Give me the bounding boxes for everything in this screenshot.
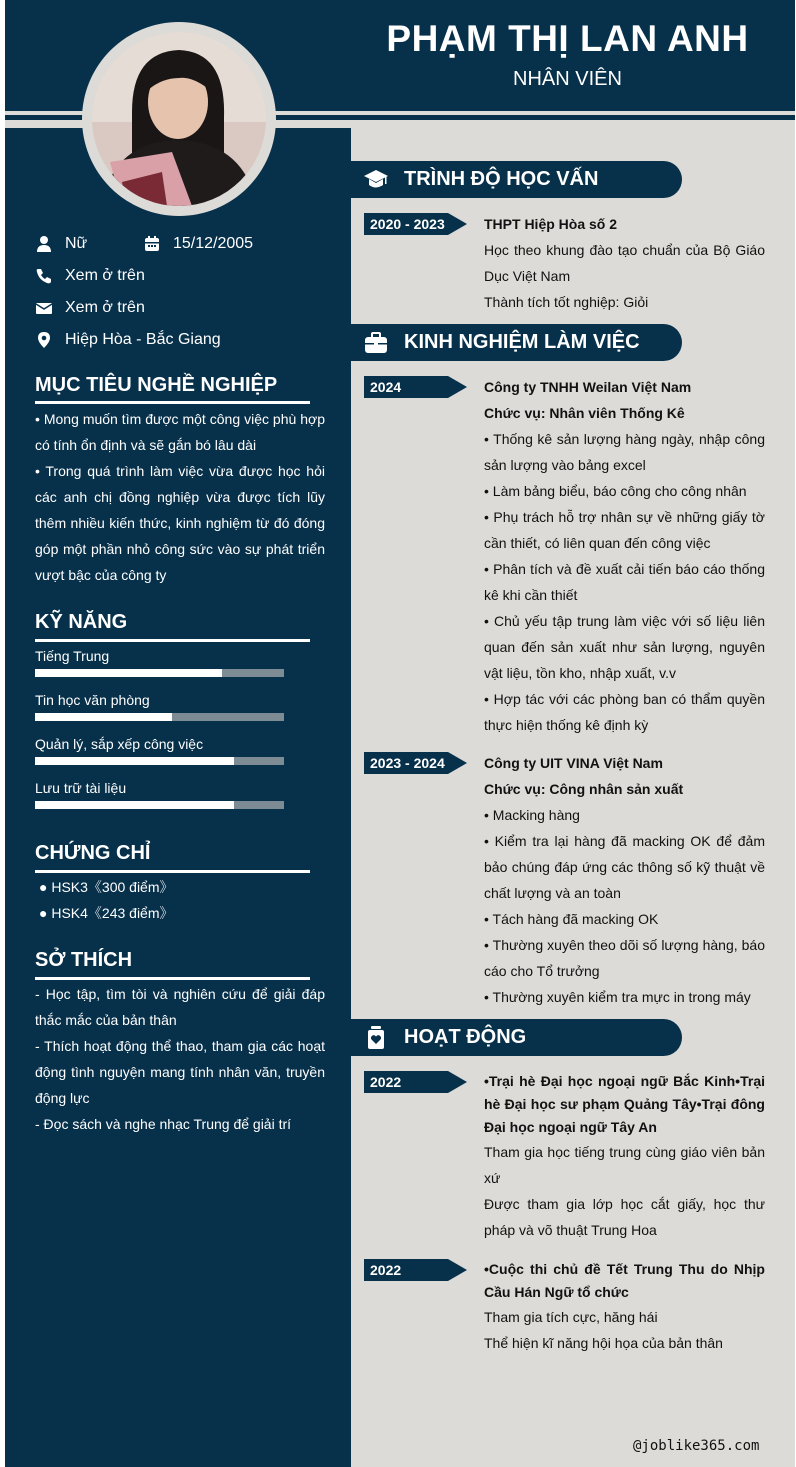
- skills-title: KỸ NĂNG: [35, 611, 128, 633]
- skill-bar: [35, 801, 284, 809]
- activity-line: Tham gia tích cực, hăng hái: [484, 1309, 658, 1325]
- envelope-icon: [35, 299, 53, 317]
- address-row: [35, 329, 315, 351]
- skill-bar: [35, 713, 284, 721]
- certificate-item: ● HSK4《243 điểm》: [39, 905, 174, 921]
- certificates-title: CHỨNG CHỈ: [35, 842, 151, 864]
- experience-entry: [484, 374, 765, 738]
- duty-line: • Chủ yếu tập trung làm việc với số liệu liên quan đến sản xuất như sản lượng, nguyên vật liệu, tồn kho, nhập xuất, v.v: [484, 613, 765, 681]
- activity-date: 2022: [370, 1074, 402, 1090]
- activity-line: Thể hiện kĩ năng hội họa của bản thân: [484, 1335, 723, 1351]
- activity-entry: [484, 1070, 765, 1243]
- map-pin-icon: [35, 331, 53, 349]
- duty-line: • Phân tích và đề xuất cải tiến báo cáo thống kê khi cần thiết: [484, 561, 765, 603]
- skill-label: Quản lý, sắp xếp công việc: [35, 736, 204, 752]
- candidate-name: PHẠM THỊ LAN ANH: [386, 18, 749, 59]
- company-name: Công ty UIT VINA Việt Nam: [484, 755, 663, 771]
- gender-row: [35, 233, 145, 255]
- activity-entry: [484, 1258, 765, 1356]
- hobbies-title: SỞ THÍCH: [35, 949, 133, 971]
- experience-header: [351, 324, 682, 361]
- skill-bar-fill: [35, 669, 222, 677]
- objective-divider: [35, 401, 310, 404]
- briefcase-icon: [363, 330, 389, 356]
- education-line: Học theo khung đào tạo chuẩn của Bộ Giáo Dục Việt Nam: [484, 242, 765, 284]
- education-header: [351, 161, 682, 198]
- activity-heading: •Trại hè Đại học ngoại ngữ Bắc Kinh•Trại hè Đại học sư phạm Quảng Tây•Trại đông Đại học ngoại ngữ Tây An: [484, 1073, 765, 1135]
- certificate-item: ● HSK3《300 điểm》: [39, 879, 174, 895]
- hobby-paragraph: - Học tập, tìm tòi và nghiên cứu để giải đáp thắc mắc của bản thân: [35, 986, 325, 1028]
- duty-line: • Phụ trách hỗ trợ nhân sự về những giấy tờ cần thiết, có liên quan đến công việc: [484, 509, 765, 551]
- duty-line: • Tách hàng đã macking OK: [484, 911, 659, 927]
- objective-text: [35, 406, 325, 588]
- duty-line: • Thường xuyên kiểm tra mực in trong máy: [484, 989, 751, 1005]
- experience-entry: [484, 750, 765, 1010]
- duty-line: • Thường xuyên theo dõi số lượng hàng, báo cáo cho Tổ trưởng: [484, 937, 765, 979]
- avatar: [82, 22, 276, 216]
- job-position: Chức vụ: Công nhân sản xuất: [484, 781, 684, 797]
- cv-page: [5, 0, 795, 1467]
- skill-bar-fill: [35, 713, 172, 721]
- hobbies-text: [35, 981, 325, 1137]
- footer-watermark: @joblike365.com: [633, 1438, 760, 1454]
- address-value: Hiệp Hòa - Bắc Giang: [65, 331, 221, 348]
- activity-date: 2022: [370, 1262, 402, 1278]
- user-icon: [35, 235, 53, 253]
- hobby-paragraph: - Thích hoạt động thể thao, tham gia các hoạt động tình nguyện mang tính nhân văn, truyền động lực: [35, 1038, 325, 1106]
- avatar-photo: [92, 32, 266, 206]
- birthday-value: 15/12/2005: [173, 235, 254, 252]
- phone-value[interactable]: Xem ở trên: [65, 267, 145, 284]
- hobbies-divider: [35, 977, 310, 980]
- duty-line: • Macking hàng: [484, 807, 580, 823]
- phone-row: [35, 265, 315, 287]
- graduation-cap-icon: [363, 167, 389, 193]
- education-title: TRÌNH ĐỘ HỌC VẤN: [404, 168, 599, 190]
- objective-paragraph: • Trong quá trình làm việc vừa được học hỏi các anh chị đồng nghiệp vừa được tích lũy thêm nhiều kiến thức, kinh nghiệm từ đó đóng góp một phần nhỏ công sức vào sự phát triển vượt bậc của công ty: [35, 463, 325, 583]
- skill-label: Lưu trữ tài liệu: [35, 780, 127, 796]
- birthday-row: [143, 233, 303, 255]
- certificates-list: [39, 874, 329, 926]
- duty-line: • Kiểm tra lại hàng đã macking OK để đảm bảo chúng đáp ứng các thông số kỹ thuật về chất lượng và an toàn: [484, 833, 765, 901]
- activity-line: Được tham gia lớp học cắt giấy, học thư pháp và võ thuật Trung Hoa: [484, 1196, 765, 1238]
- experience-date: 2024: [370, 379, 402, 395]
- job-position: Chức vụ: Nhân viên Thống Kê: [484, 405, 685, 421]
- objective-paragraph: • Mong muốn tìm được một công việc phù hợp có tính ổn định và sẽ gắn bó lâu dài: [35, 411, 325, 453]
- skill-bar: [35, 669, 284, 677]
- activities-title: HOẠT ĐỘNG: [404, 1026, 527, 1048]
- school-name: THPT Hiệp Hòa số 2: [484, 216, 618, 232]
- phone-icon: [35, 267, 53, 285]
- certificates-divider: [35, 870, 310, 873]
- skill-bar: [35, 757, 284, 765]
- skill-label: Tin học văn phòng: [35, 692, 150, 708]
- candidate-role: NHÂN VIÊN: [513, 68, 622, 90]
- gender-value: Nữ: [65, 235, 88, 252]
- skill-bar-fill: [35, 801, 234, 809]
- education-entry: [484, 211, 765, 315]
- company-name: Công ty TNHH Weilan Việt Nam: [484, 379, 692, 395]
- duty-line: • Làm bảng biểu, báo công cho công nhân: [484, 483, 747, 499]
- experience-title: KINH NGHIỆM LÀM VIỆC: [404, 331, 640, 353]
- email-row: [35, 297, 315, 319]
- activity-heading: •Cuộc thi chủ đề Tết Trung Thu do Nhịp Cầu Hán Ngữ tổ chức: [484, 1261, 765, 1300]
- duty-line: • Thống kê sản lượng hàng ngày, nhập công sản lượng vào bảng excel: [484, 431, 765, 473]
- badge-heart-icon: [363, 1025, 389, 1051]
- skills-divider: [35, 639, 310, 642]
- education-line: Thành tích tốt nghiệp: Giỏi: [484, 294, 649, 310]
- email-value[interactable]: Xem ở trên: [65, 299, 145, 316]
- duty-line: • Hợp tác với các phòng ban có thẩm quyền thực hiện thống kê định kỳ: [484, 691, 765, 733]
- calendar-icon: [143, 235, 161, 253]
- activity-line: Tham gia học tiếng trung cùng giáo viên bản xứ: [484, 1144, 765, 1186]
- skill-label: Tiếng Trung: [35, 648, 110, 664]
- education-date: 2020 - 2023: [370, 216, 445, 232]
- skill-bar-fill: [35, 757, 234, 765]
- hobby-paragraph: - Đọc sách và nghe nhạc Trung để giải trí: [35, 1116, 292, 1132]
- activities-header: [351, 1019, 682, 1056]
- experience-date: 2023 - 2024: [370, 755, 445, 771]
- objective-title: MỤC TIÊU NGHỀ NGHIỆP: [35, 374, 278, 396]
